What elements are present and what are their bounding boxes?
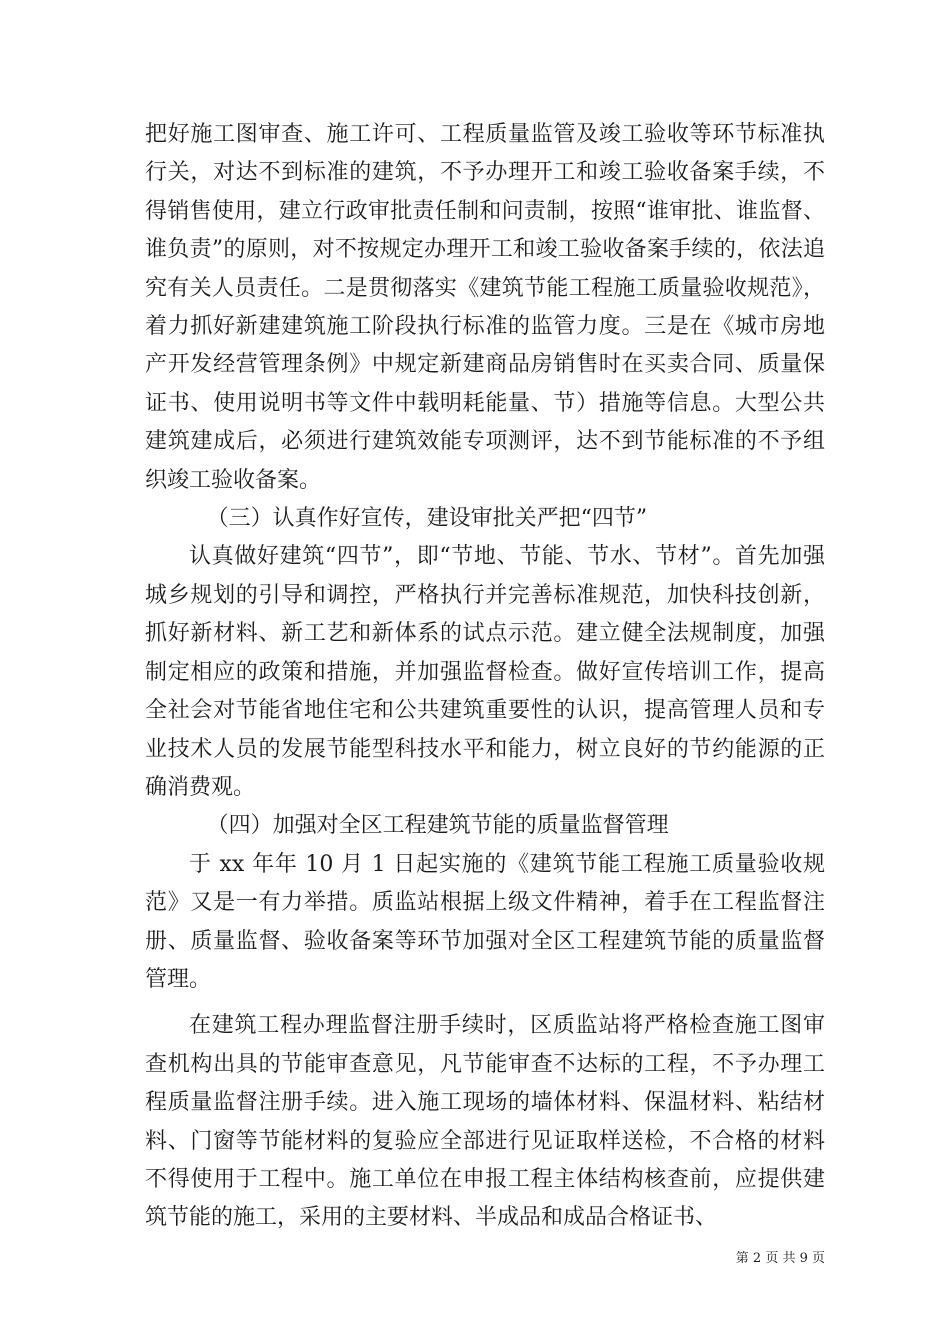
- page-number: 第 2 页 共 9 页: [735, 1251, 825, 1266]
- paragraph-supervision: 在建筑工程办理监督注册手续时，区质监站将严格检查施工图审查机构出具的节能审查意见，凡节能审查不达标的工程，不予办理工程质量监督注册手续。进入施工现场的墙体材料、保温材料、粘结材料、门窗等节能材料的复验应全部进行见证取样送检，不合格的材料不得使用于工程中。施工单位在申报工程主体结构核查前，应提供建筑节能的施工，采用的主要材料、半成品和成品合格证书、: [145, 1013, 825, 1231]
- document-body: [145, 116, 825, 1238]
- paragraph-continued: 把好施工图审查、施工许可、工程质量监管及竣工验收等环节标准执行关，对达不到标准的建筑，不予办理开工和竣工验收备案手续，不得销售使用，建立行政审批责任制和问责制，按照“谁审批、谁监督、谁负责”的原则，对不按规定办理开工和竣工验收备案手续的，依法追究有关人员责任。二是贯彻落实《建筑节能工程施工质量验收规范》，着力抓好新建建筑施工阶段执行标准的监管力度。三是在《城市房地产开发经营管理条例》中规定新建商品房销售时在买卖合同、质量保证书、使用说明书等文件中载明耗能量、节）措施等信息。大型公共建筑建成后，必须进行建筑效能专项测评，达不到节能标准的不予组织竣工验收备案。: [145, 122, 825, 493]
- section-heading-3: （三）认真作好宣传，建设审批关严把“四节”: [206, 506, 648, 532]
- paragraph-regulation: 于 xx 年年 10 月 1 日起实施的《建筑节能工程施工质量验收规范》又是一有力举措。质监站根据上级文件精神，着手在工程监督注册、质量监督、验收备案等环节加强对全区工程建筑节能的质量监督管理。: [145, 851, 825, 992]
- paragraph-four-savings: 认真做好建筑“四节”，即“节地、节能、节水、节材”。首先加强城乡规划的引导和调控，严格执行并完善标准规范，加快科技创新，抓好新材料、新工艺和新体系的试点示范。建立健全法规制度，加强制定相应的政策和措施，并加强监督检查。做好宣传培训工作，提高全社会对节能省地住宅和公共建筑重要性的认识，提高管理人员和专业技术人员的发展节能型科技水平和能力，树立良好的节约能源的正确消费观。: [145, 544, 825, 800]
- section-heading-4: （四）加强对全区工程建筑节能的质量监督管理: [206, 813, 669, 839]
